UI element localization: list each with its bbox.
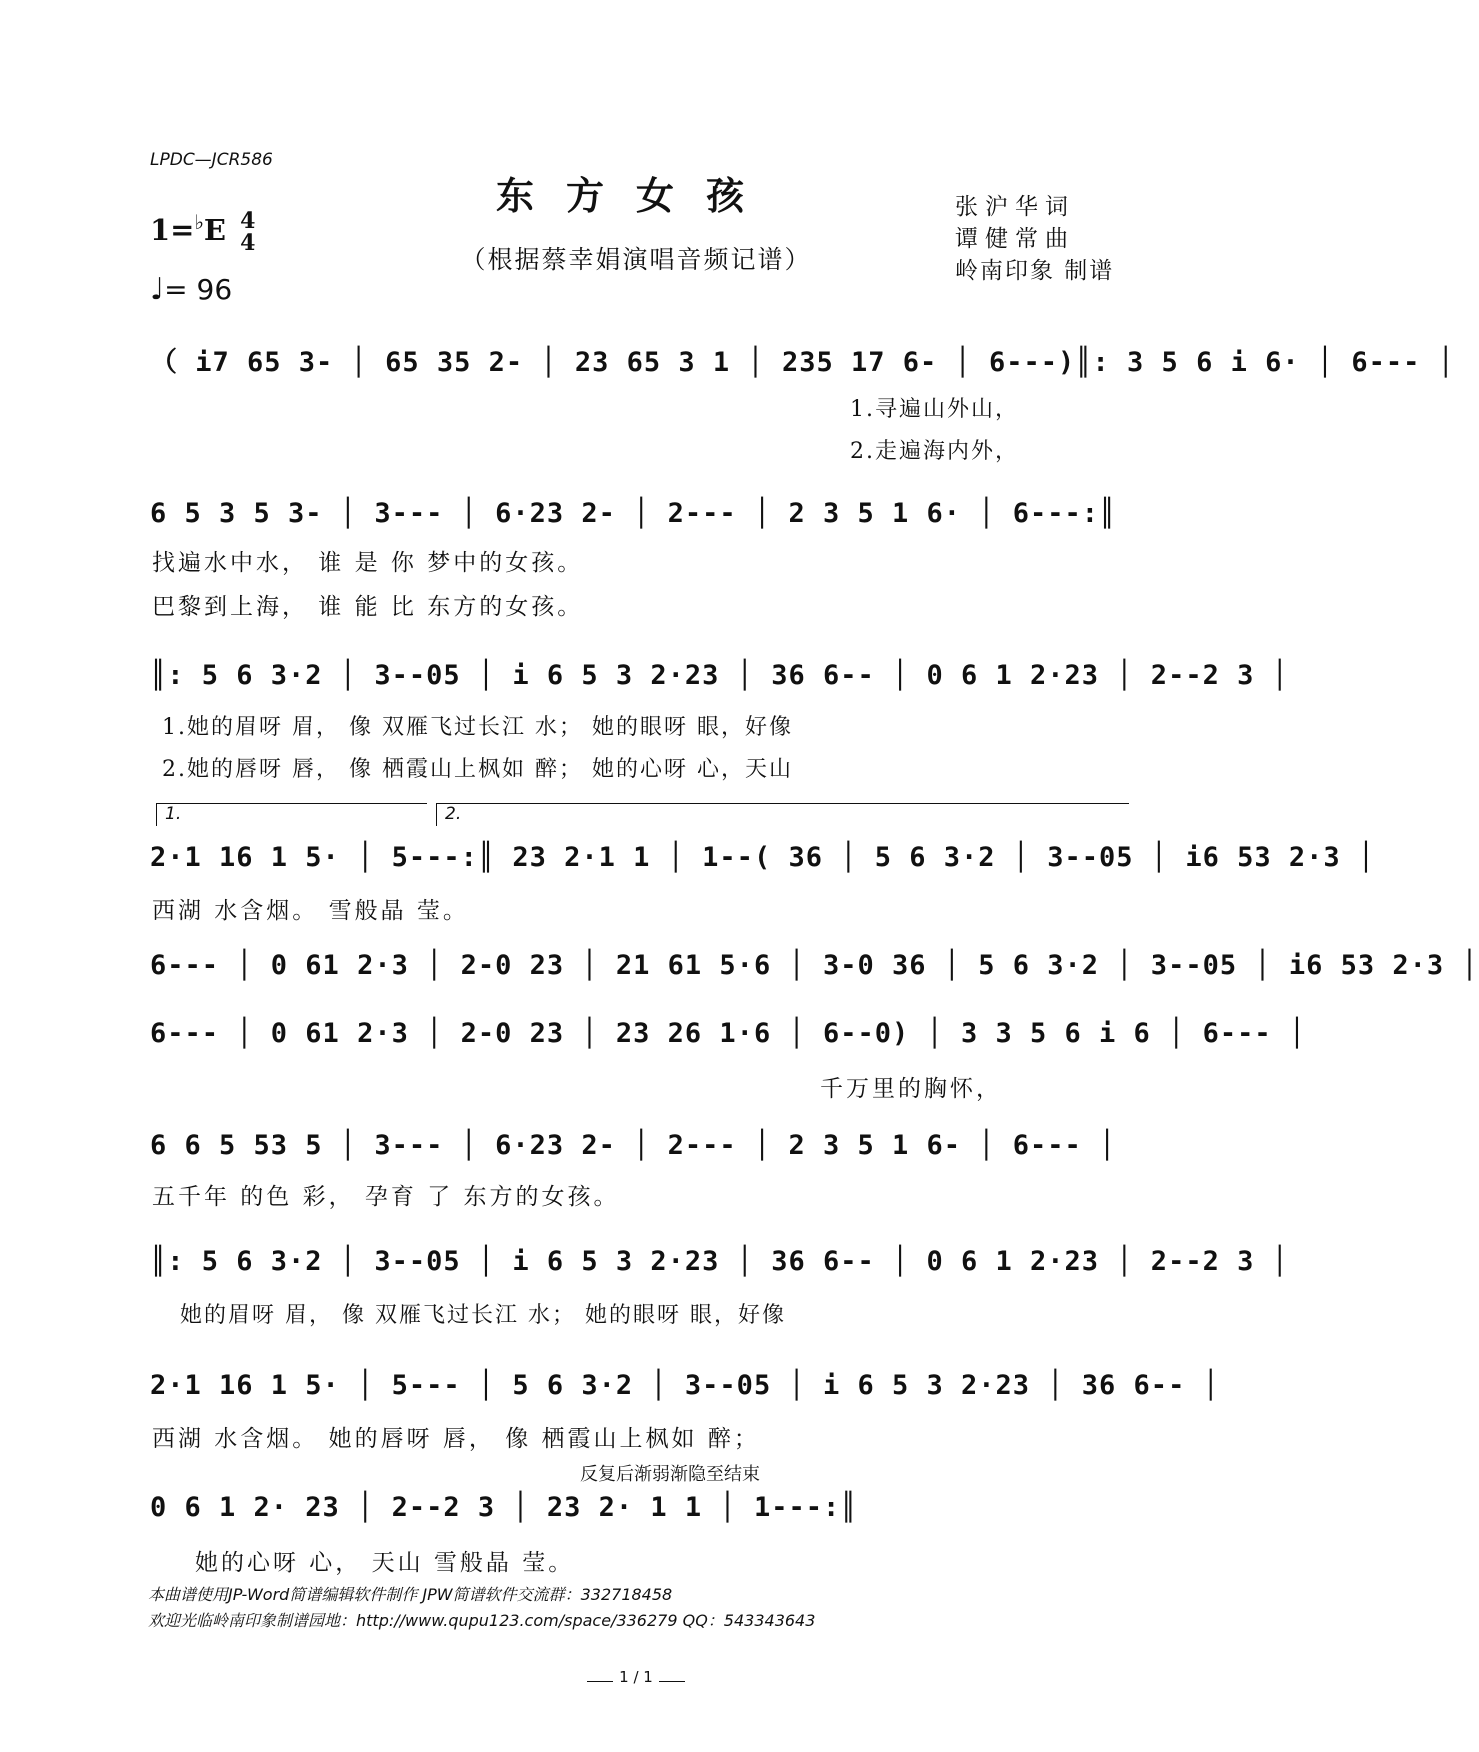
lyric-line: 千万里的胸怀， [820, 1076, 1002, 1102]
tempo-marking [150, 272, 232, 307]
footer-website-note: 欢迎光临岭南印象制谱园地：http://www.qupu123.com/space/336279 QQ：543343643 [148, 1611, 816, 1630]
score-row-7: 6 6 5 53 5 │ 3--- │ 6·23 2- │ 2--- │ 2 3 5 1 6- │ 6--- │ [150, 1130, 1117, 1161]
volta-bracket-2: 2. [436, 803, 1129, 826]
lyric-line: 她的眉呀 眉， 像 双雁飞过长江 水； 她的眼呀 眼，好像 [180, 1303, 786, 1328]
pager-rule-right [659, 1681, 685, 1682]
score-code: LPDC—JCR586 [150, 150, 273, 170]
time-bottom: 4 [240, 230, 256, 256]
lyric-line: 她的心呀 心， 天山 雪般晶 莹。 [195, 1550, 575, 1576]
score-row-8: ║: 5 6 3·2 │ 3--05 │ i 6 5 3 2·23 │ 36 6-- │ 0 6 1 2·23 │ 2--2 3 │ [150, 1246, 1289, 1277]
performance-instruction: 反复后渐弱渐隐至结束 [580, 1464, 760, 1485]
lyric-line: 2.她的唇呀 唇， 像 栖霞山上枫如 醉； 她的心呀 心，天山 [162, 757, 793, 782]
key-prefix: 1= [150, 213, 195, 247]
page-number: 1 / 1 [619, 1668, 653, 1686]
lyricist-credit: 张沪华词 [955, 194, 1075, 220]
lyric-line: 西湖 水含烟。 她的唇呀 唇， 像 栖霞山上枫如 醉； [152, 1426, 760, 1452]
lyric-line: 巴黎到上海， 谁 能 比 东方的女孩。 [152, 594, 584, 620]
composer-credit: 谭健常曲 [955, 226, 1075, 252]
quarter-note-icon: ♩ [150, 272, 165, 307]
lyric-verse2: 2.走遍海内外， [850, 439, 1019, 464]
song-subtitle: （根据蔡幸娟演唱音频记谱） [460, 245, 812, 274]
key-note: E [203, 213, 227, 247]
score-row-6: 6--- │ 0 61 2·3 │ 2-0 23 │ 23 26 1·6 │ 6--0) │ 3 3 5 6 i 6 │ 6--- │ [150, 1018, 1307, 1049]
lyric-line: 西湖 水含烟。 雪般晶 莹。 [152, 898, 469, 924]
score-row-5: 6--- │ 0 61 2·3 │ 2-0 23 │ 21 61 5·6 │ 3-0 36 │ 5 6 3·2 │ 3--05 │ i6 53 2·3 │ [150, 950, 1479, 981]
score-row-3: ║: 5 6 3·2 │ 3--05 │ i 6 5 3 2·23 │ 36 6-- │ 0 6 1 2·23 │ 2--2 3 │ [150, 660, 1289, 691]
lyric-verse1: 1.寻遍山外山， [850, 397, 1019, 422]
key-signature [150, 210, 255, 254]
lyric-line: 1.她的眉呀 眉， 像 双雁飞过长江 水； 她的眼呀 眼，好像 [162, 715, 793, 740]
lyric-line: 五千年 的色 彩， 孕育 了 东方的女孩。 [152, 1184, 620, 1210]
footer-software-note: 本曲谱使用JP-Word简谱编辑软件制作 JPW简谱软件交流群：332718458 [148, 1585, 673, 1604]
tempo-value: = 96 [164, 273, 233, 306]
score-row-4: 2·1 16 1 5· │ 5---:║ 23 2·1 1 │ 1--( 36 │ 5 6 3·2 │ 3--05 │ i6 53 2·3 │ [150, 842, 1376, 873]
song-title: 东方女孩 [495, 173, 776, 218]
score-row-10: 0 6 1 2· 23 │ 2--2 3 │ 23 2· 1 1 │ 1---:║ [150, 1492, 858, 1523]
time-signature [240, 210, 255, 254]
score-row-2: 6 5 3 5 3- │ 3--- │ 6·23 2- │ 2--- │ 2 3 5 1 6· │ 6---:║ [150, 498, 1117, 529]
flat-icon: ♭ [194, 210, 204, 234]
arranger-credit: 岭南印象 制谱 [955, 258, 1115, 284]
lyric-line: 找遍水中水， 谁 是 你 梦中的女孩。 [152, 550, 584, 576]
volta-bracket-1: 1. [156, 803, 427, 826]
page-indicator [0, 1668, 1272, 1686]
score-row-9: 2·1 16 1 5· │ 5--- │ 5 6 3·2 │ 3--05 │ i 6 5 3 2·23 │ 36 6-- │ [150, 1370, 1220, 1401]
time-top: 4 [240, 208, 256, 234]
pager-rule-left [587, 1681, 613, 1682]
score-row-1: （ i7 65 3- │ 65 35 2- │ 23 65 3 1 │ 235 17 6- │ 6---)║: 3 5 6 i 6· │ 6--- │ [150, 347, 1455, 378]
